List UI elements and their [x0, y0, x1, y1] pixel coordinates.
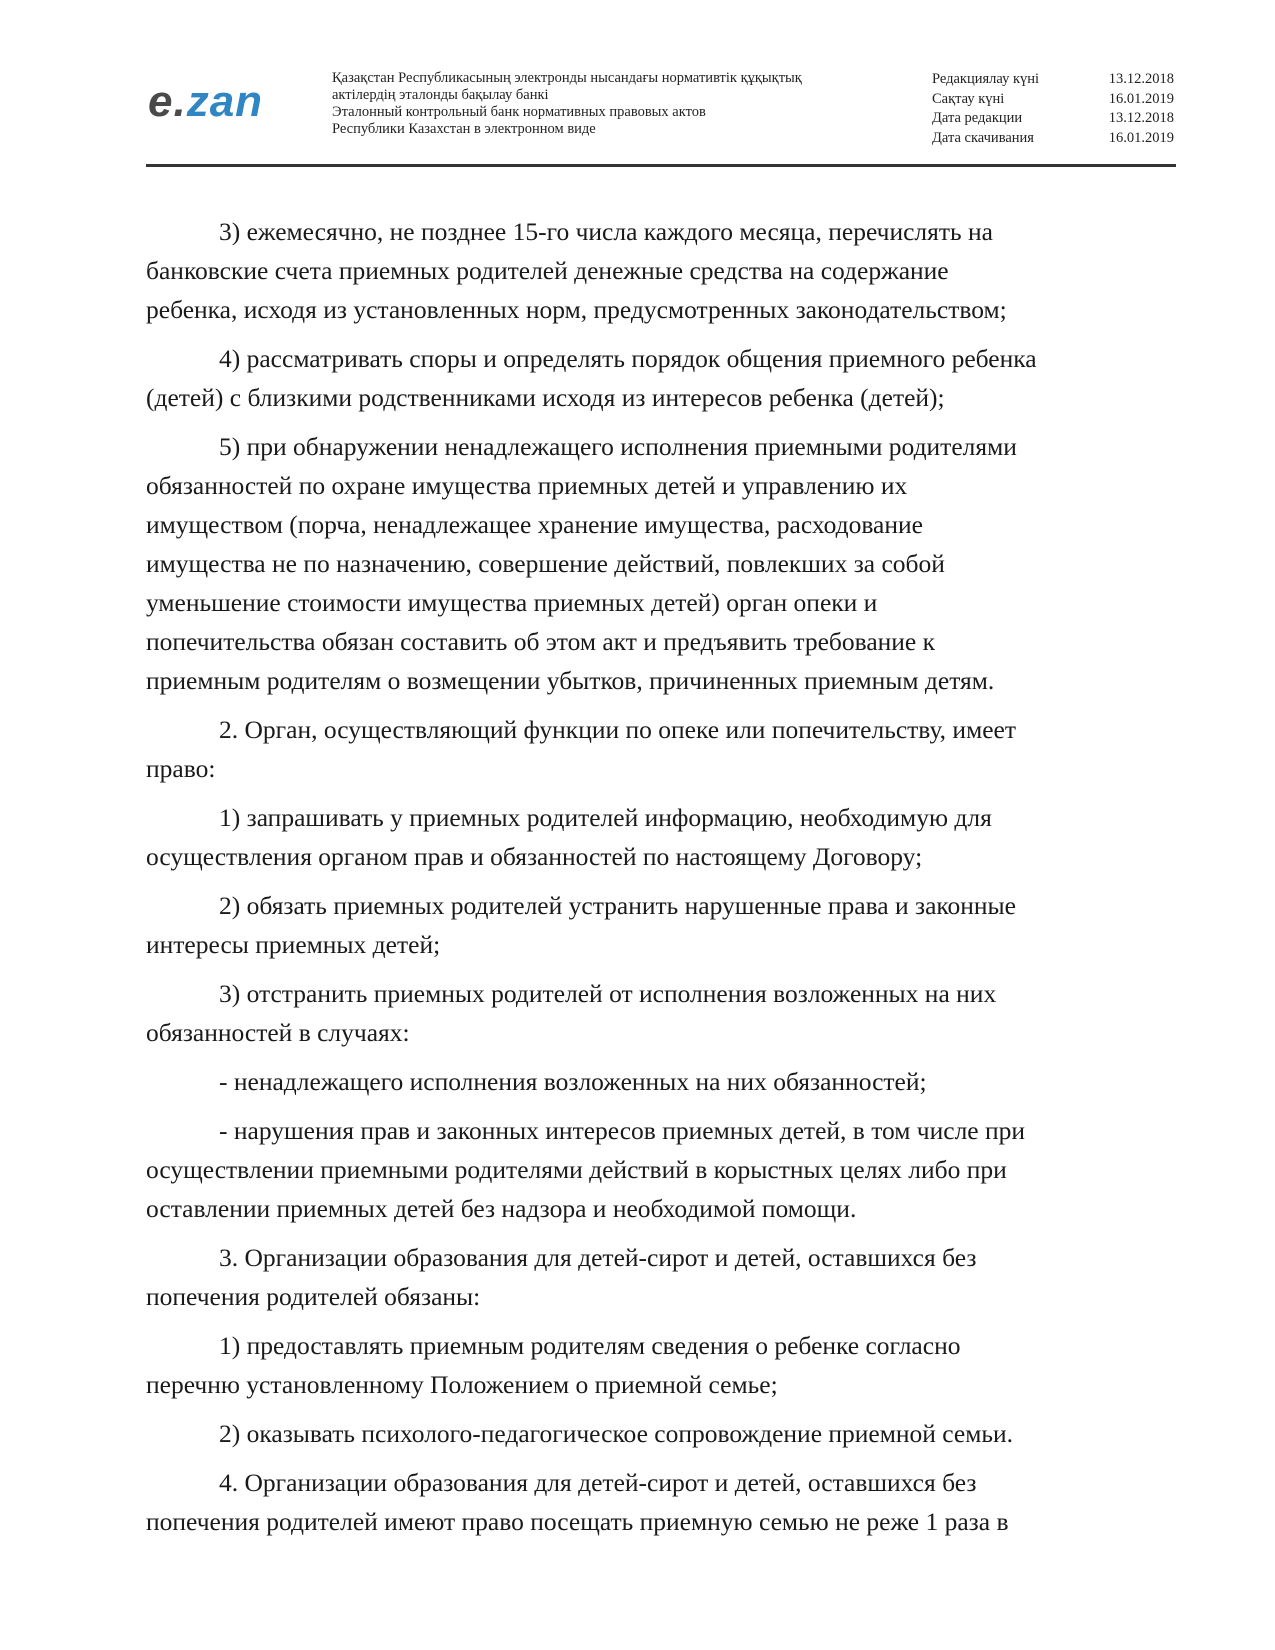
- header-title-line: Республики Казахстан в электронном виде: [332, 121, 596, 137]
- paragraph-line: перечню установленному Положением о приемной семье;: [146, 1370, 778, 1399]
- header-title-line: Эталонный контрольный банк нормативных правовых актов: [332, 104, 706, 120]
- paragraph-line: имущества не по назначению, совершение действий, повлекших за собой: [146, 549, 945, 578]
- paragraph-line: приемным родителям о возмещении убытков, причиненных приемным детям.: [146, 666, 995, 695]
- paragraph: [146, 1414, 1166, 1453]
- meta-row-download-date-ru: [932, 129, 1174, 149]
- paragraph-line: 4. Организации образования для детей-сирот и детей, оставшихся без: [219, 1468, 977, 1497]
- paragraph-line: (детей) с близкими родственниками исходя из интересов ребенка (детей);: [146, 383, 945, 412]
- meta-value: 16.01.2019: [1108, 129, 1174, 146]
- paragraph-line: 3. Организации образования для детей-сирот и детей, оставшихся без: [219, 1243, 977, 1272]
- paragraph-line: - ненадлежащего исполнения возложенных на них обязанностей;: [219, 1067, 927, 1096]
- paragraph-line: уменьшение стоимости имущества приемных детей) орган опеки и: [146, 588, 878, 617]
- paragraph-line: оставлении приемных детей без надзора и необходимой помощи.: [146, 1194, 857, 1223]
- paragraph: [146, 1463, 1166, 1541]
- paragraph-line: 2) обязать приемных родителей устранить нарушенные права и законные: [219, 891, 1016, 920]
- header-title-line: актілердің эталонды бақылау банкі: [332, 87, 549, 103]
- header-meta: [932, 70, 1174, 148]
- ezan-logo: [148, 77, 264, 126]
- paragraph-line: имуществом (порча, ненадлежащее хранение имущества, расходование: [146, 510, 923, 539]
- meta-value: 13.12.2018: [1108, 110, 1174, 126]
- paragraph: [146, 212, 1166, 329]
- document-body: [146, 212, 1166, 1541]
- meta-label: Дата редакции: [932, 110, 1023, 126]
- paragraph-line: 2. Орган, осуществляющий функции по опеке или попечительству, имеет: [219, 715, 1016, 744]
- paragraph-line: осуществлении приемными родителями действий в корыстных целях либо при: [146, 1155, 1007, 1184]
- paragraph: [146, 798, 1166, 876]
- logo-name: zan: [186, 77, 264, 126]
- paragraph-line: обязанностей по охране имущества приемных детей и управлению их: [146, 471, 908, 500]
- paragraph: [146, 710, 1166, 788]
- paragraph-line: 4) рассматривать споры и определять порядок общения приемного ребенка: [219, 344, 1037, 373]
- paragraph-line: банковские счета приемных родителей денежные средства на содержание: [146, 256, 949, 285]
- paragraph-line: осуществления органом прав и обязанностей по настоящему Договору;: [146, 842, 923, 871]
- meta-label: Дата скачивания: [932, 129, 1034, 146]
- meta-value: 13.12.2018: [1108, 71, 1174, 87]
- paragraph: [146, 1111, 1166, 1228]
- meta-value: 16.01.2019: [1108, 90, 1174, 107]
- paragraph: [146, 1238, 1166, 1316]
- document-header: [146, 66, 1176, 166]
- paragraph-line: попечительства обязан составить об этом акт и предъявить требование к: [146, 627, 936, 656]
- meta-label: Редакциялау күні: [932, 71, 1040, 87]
- paragraph-line: ребенка, исходя из установленных норм, предусмотренных законодательством;: [146, 295, 1007, 324]
- paragraph-line: 2) оказывать психолого-педагогическое сопровождение приемной семьи.: [219, 1419, 1014, 1448]
- paragraph-line: 3) ежемесячно, не позднее 15-го числа каждого месяца, перечислять на: [219, 217, 993, 246]
- paragraph-line: попечения родителей обязаны:: [146, 1282, 481, 1311]
- header-titles: [332, 70, 802, 138]
- paragraph: [146, 886, 1166, 964]
- header-divider: [146, 164, 1176, 167]
- logo-prefix: e.: [148, 77, 187, 126]
- paragraph-line: интересы приемных детей;: [146, 930, 441, 959]
- paragraph: [146, 1326, 1166, 1404]
- paragraph-line: 1) предоставлять приемным родителям сведения о ребенке согласно: [219, 1331, 961, 1360]
- meta-label: Сақтау күні: [932, 90, 1005, 107]
- paragraph: [146, 974, 1166, 1052]
- meta-row-save-date-kz: [932, 90, 1174, 110]
- paragraph: [146, 427, 1166, 700]
- paragraph: [146, 339, 1166, 417]
- paragraph-line: - нарушения прав и законных интересов приемных детей, в том числе при: [219, 1116, 1026, 1145]
- paragraph-line: 3) отстранить приемных родителей от исполнения возложенных на них: [219, 979, 997, 1008]
- meta-row-edit-date-kz: [932, 70, 1174, 90]
- paragraph-line: право:: [146, 754, 216, 783]
- paragraph-line: обязанностей в случаях:: [146, 1018, 410, 1047]
- paragraph-line: 5) при обнаружении ненадлежащего исполнения приемными родителями: [219, 432, 1017, 461]
- paragraph-line: попечения родителей имеют право посещать приемную семью не реже 1 раза в: [146, 1507, 1009, 1536]
- paragraph: [146, 1062, 1166, 1101]
- header-title-line: Қазақстан Республикасының электронды нысандағы нормативтік құқықтық: [332, 70, 802, 86]
- meta-row-edit-date-ru: [932, 109, 1174, 129]
- paragraph-line: 1) запрашивать у приемных родителей информацию, необходимую для: [219, 803, 992, 832]
